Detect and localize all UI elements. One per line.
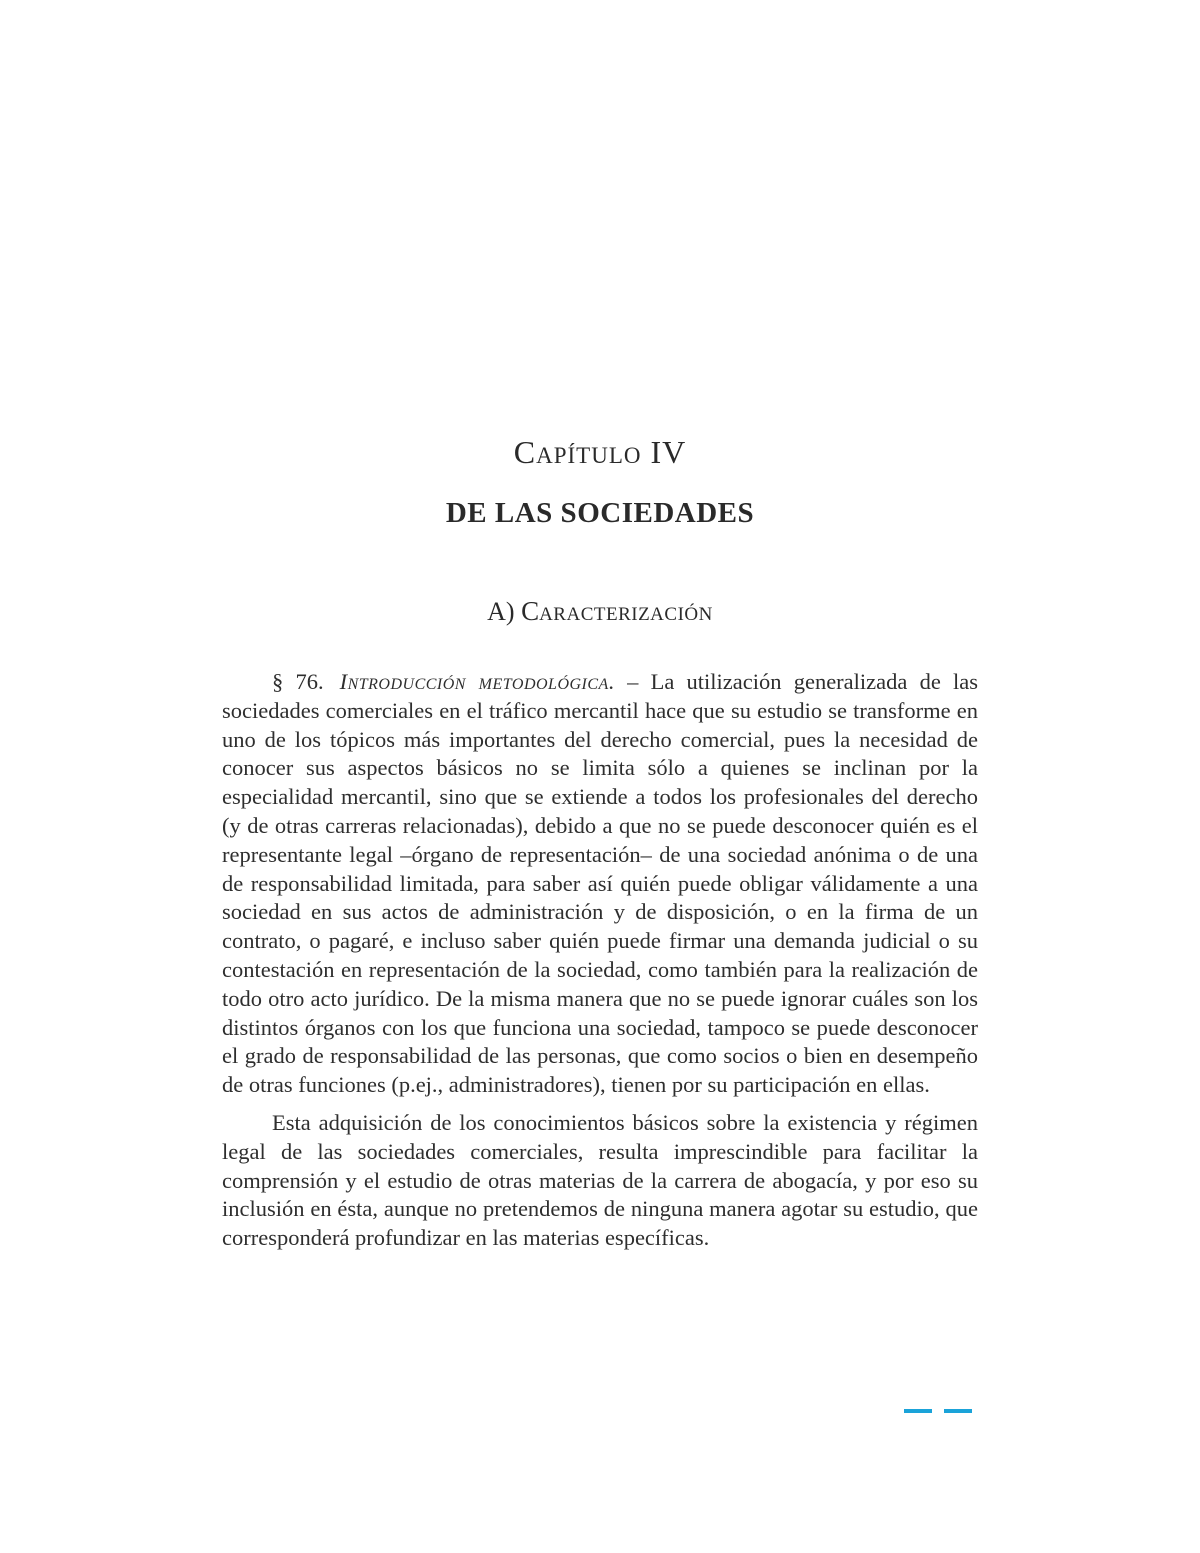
- section-title-rest: ARACTERIZACIÓN: [539, 604, 713, 625]
- runin-title: Introducción metodológica.: [339, 669, 615, 694]
- chapter-label: [0, 434, 1200, 471]
- page-continuation-marks: [904, 1409, 974, 1415]
- body-text: [222, 668, 978, 1253]
- paragraph-1-text: – La utilización generalizada de las sociedades comerciales en el tráfico mercantil hace que su estudio se transforme en uno de los tópicos más importantes del derecho comercial, pues la necesidad de conocer sus aspectos básicos no se limita sólo a quienes se inclinan por la especialidad mercantil, sino que se extiende a todos los profesionales del derecho (y de otras carreras relacionadas), debido a que no se puede desconocer quién es el representante legal –órgano de representación– de una sociedad anónima o de una de responsabilidad limitada, para saber así quién puede obligar válidamente a una sociedad en sus actos de administración y de disposición, o en la firma de un contrato, o pagaré, e incluso saber quién puede firmar una demanda judicial o su contestación en representación de la sociedad, como también para la realización de todo otro acto jurídico. De la misma manera que no se puede ignorar cuáles son los distintos órganos con los que funciona una sociedad, tampoco se puede desconocer el grado de responsabilidad de las personas, que como socios o bien en desempeño de otras funciones (p.ej., administradores), tienen por su participación en ellas.: [222, 669, 979, 1098]
- dash-mark: [944, 1409, 972, 1413]
- paragraph-2: Esta adquisición de los conocimientos básicos sobre la existencia y régimen legal de las sociedades comerciales, resulta imprescindible para facilitar la comprensión y el estudio de otras materias de la carrera de abogacía, y por eso su inclusión en ésta, aunque no pretendemos de ninguna manera agotar su estudio, que corresponderá profundizar en las materias específicas.: [222, 1109, 978, 1251]
- section-title-initial: C: [521, 596, 540, 626]
- chapter-label-rest: APÍTULO: [536, 443, 642, 468]
- section-mark: § 76.: [272, 669, 324, 694]
- chapter-number: IV: [650, 434, 687, 470]
- paragraph-1: [222, 668, 978, 1100]
- section-heading: [0, 596, 1200, 627]
- chapter-label-initial: C: [513, 434, 537, 470]
- section-letter: A): [487, 597, 515, 626]
- chapter-title: DE LAS SOCIEDADES: [445, 497, 755, 529]
- dash-mark: [904, 1409, 932, 1413]
